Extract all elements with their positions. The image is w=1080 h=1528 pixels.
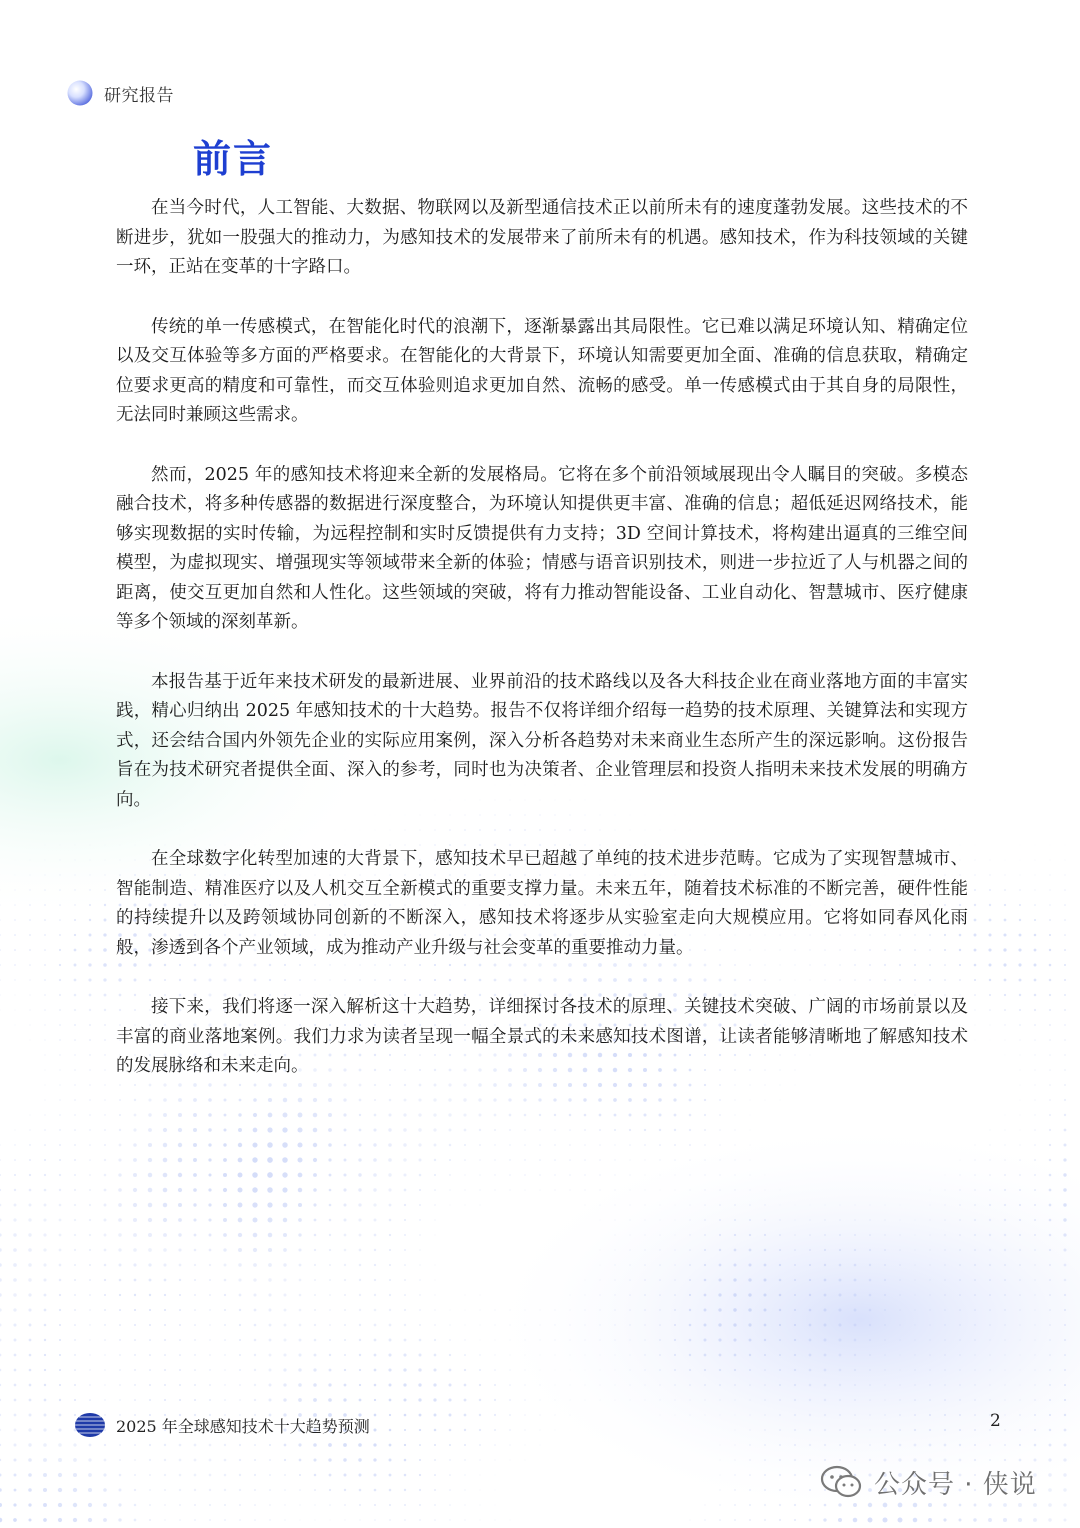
watermark-text: 公众号 · 侠说 (874, 1469, 1037, 1500)
page-number: 2 (990, 1411, 1001, 1431)
paragraph-5: 在全球数字化转型加速的大背景下，感知技术早已超越了单纯的技术进步范畴。它成为了实现智慧城市、智能制造、精准医疗以及人机交互全新模式的重要支撑力量。未来五年，随着技术标准的不断完善，硬件性能的持续提升以及跨领域协同创新的不断深入，感知技术将逐步从实验室走向大规模应用。它将如同春风化雨般，渗透到各个产业领域，成为推动产业升级与社会变革的重要推动力量。 (116, 849, 968, 958)
paragraph-6: 接下来，我们将逐一深入解析这十大趋势，详细探讨各技术的原理、关键技术突破、广阔的市场前景以及丰富的商业落地案例。我们力求为读者呈现一幅全景式的未来感知技术图谱，让读者能够清晰地了解感知技术的发展脉络和未来走向。 (116, 997, 968, 1076)
paragraph-4: 本报告基于近年来技术研发的最新进展、业界前沿的技术路线以及各大科技企业在商业落地方面的丰富实践，精心归纳出 2025 年感知技术的十大趋势。报告不仅将详细介绍每一趋势的技术原理、关键算法和实现方式，还会结合国内外领先企业的实际应用案例，深入分析各趋势对未来商业生态所产生的深远影响。这份报告旨在为技术研究者提供全面、深入的参考，同时也为决策者、企业管理层和投资人指明未来技术发展的明确方向。 (116, 671, 968, 810)
paragraph-2: 传统的单一传感模式，在智能化时代的浪潮下，逐渐暴露出其局限性。它已难以满足环境认知、精确定位以及交互体验等多方面的严格要求。在智能化的大背景下，环境认知需要更加全面、准确的信息获取，精确定位要求更高的精度和可靠性，而交互体验则追求更加自然、流畅的感受。单一传感模式由于其自身的局限性，无法同时兼顾这些需求。 (116, 316, 968, 425)
paragraph-1: 在当今时代，人工智能、大数据、物联网以及新型通信技术正以前所未有的速度蓬勃发展。这些技术的不断进步，犹如一股强大的推动力，为感知技术的发展带来了前所未有的机遇。感知技术，作为科技领域的关键一环，正站在变革的十字路口。 (116, 198, 968, 277)
report-footer (74, 1410, 370, 1440)
body-text (116, 194, 968, 1112)
paragraph-3: 然而，2025 年的感知技术将迎来全新的发展格局。它将在多个前沿领域展现出令人瞩目的突破。多模态融合技术，将多种传感器的数据进行深度整合，为环境认知提供更丰富、准确的信息；超低延迟网络技术，能够实现数据的实时传输，为远程控制和实时反馈提供有力支持；3D 空间计算技术，将构建出逼真的三维空间模型，为虚拟现实、增强现实等领域带来全新的体验；情感与语音识别技术，则进一步拉近了人与机器之间的距离，使交互更加自然和人性化。这些领域的突破，将有力推动智能设备、工业自动化、智慧城市、医疗健康等多个领域的深刻革新。 (116, 464, 968, 632)
sphere-logo-icon (66, 79, 94, 107)
watermark (820, 1462, 1037, 1502)
page-title: 前言 (193, 137, 274, 181)
footer-label: 2025 年全球感知技术十大趋势预测 (116, 1416, 370, 1436)
globe-logo-icon (74, 1412, 106, 1438)
wechat-icon (820, 1465, 864, 1499)
header-label: 研究报告 (104, 85, 174, 106)
report-header (66, 78, 174, 108)
